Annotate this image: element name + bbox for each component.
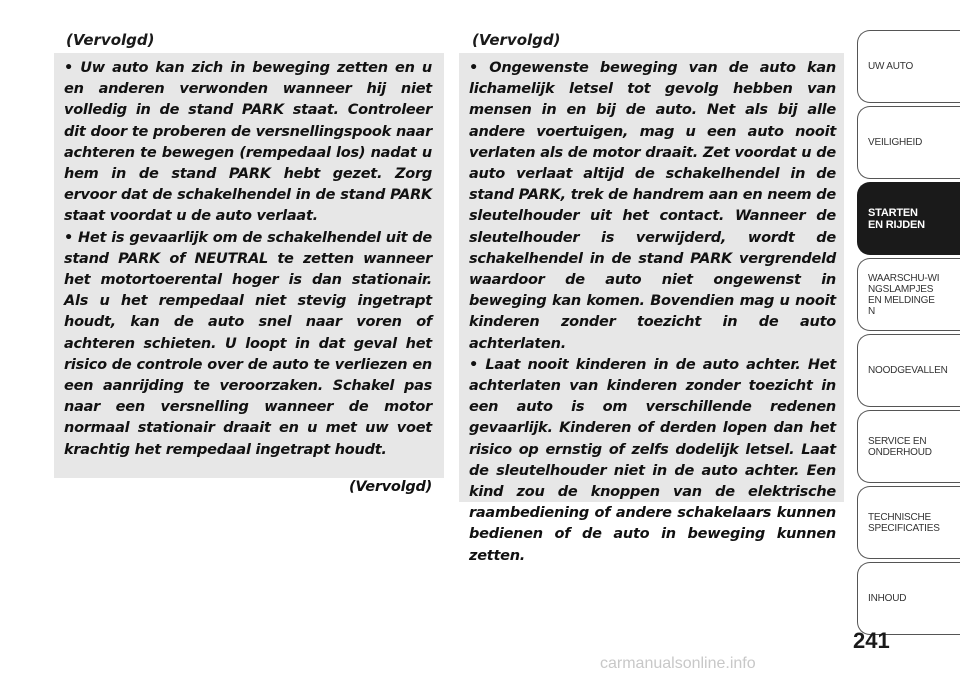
tab-label: NOODGEVALLEN xyxy=(868,365,948,376)
right-bullet-2: • Laat nooit kinderen in de auto achter. Het achterlaten van kinderen zonder toezicht in een auto is om verschillende redenen gevaarlijk. Kinderen of derden lopen dan het risico op ernstig of zelfs dodelijk letsel. Laat de sleutelhouder niet in de auto achter. Een kind zou de knoppen van de elektrische raambediening of andere schakelaars kunnen bedienen of de auto in beweging kunnen zetten. xyxy=(469,356,836,564)
tab-label: INHOUD xyxy=(868,593,907,604)
left-column-header: (Vervolgd) xyxy=(66,31,155,49)
tab-service-en-onderhoud[interactable] xyxy=(857,410,960,483)
page-number: 241 xyxy=(853,628,890,653)
right-column-header: (Vervolgd) xyxy=(472,31,561,49)
tab-starten-en-rijden[interactable] xyxy=(857,182,960,255)
right-warning-box xyxy=(459,53,844,564)
tab-noodgevallen[interactable] xyxy=(857,334,960,407)
left-bullet-2: • Het is gevaarlijk om de schakelhendel uit de stand PARK of NEUTRAL te zetten wanneer het motortoerental hoger is dan stationair. Als u het rempedaal niet stevig ingetrapt houdt, kan de auto snel naar voren of achteren schieten. U loopt in dat geval het risico de controle over de auto te verliezen en een aanrijding te veroorzaken. Schakel pas naar een versnelling wanneer de motor normaal stationair draait en u met uw voet krachtig het rempedaal ingetrapt houdt. xyxy=(64,229,432,458)
tab-uw-auto[interactable] xyxy=(857,30,960,103)
tab-label: VEILIGHEID xyxy=(868,137,923,148)
right-bullet-1: • Ongewenste beweging van de auto kan lichamelijk letsel tot gevolg hebben van mensen in en bij de auto. Net als bij alle andere voertuigen, mag u een auto nooit verlaten als de motor draait. Zet voordat u de auto verlaat altijd de schakelhendel in de stand PARK, trek de handrem aan en neem de sleutelhouder uit het contact. Wanneer de sleutelhouder is verwijderd, wordt de schakelhendel in de stand PARK vergrendeld waardoor de auto niet ongewenst in beweging kan komen. Bovendien mag u nooit kinderen zonder toezicht in de auto achterlaten. xyxy=(469,60,836,352)
tab-waarschuwingslampjes[interactable] xyxy=(857,258,960,331)
left-bullet-1: • Uw auto kan zich in beweging zetten en u en anderen verwonden wanneer hij niet volledig in de stand PARK staat. Controleer dit door te proberen de versnellingspook naar achteren te bewegen (rempedaal los) nadat u hem in de stand PARK hebt gezet. Zorg ervoor dat de schakelhendel in de stand PARK staat voordat u de auto verlaat. xyxy=(64,60,432,225)
tab-label: WAARSCHU-WINGSLAMPJES EN MELDINGEN xyxy=(868,272,940,317)
tab-label: UW AUTO xyxy=(868,61,914,72)
watermark: carmanualsonline.info xyxy=(600,655,756,672)
tab-veiligheid[interactable] xyxy=(857,106,960,179)
tab-inhoud[interactable] xyxy=(857,562,960,635)
tab-technische-specificaties[interactable] xyxy=(857,486,960,559)
left-column-footer: (Vervolgd) xyxy=(348,478,432,495)
tab-label: SERVICE EN ONDERHOUD xyxy=(868,435,932,458)
tab-label: STARTEN EN RIJDEN xyxy=(868,206,925,231)
tab-label: TECHNISCHE SPECIFICATIES xyxy=(868,511,940,534)
left-warning-box xyxy=(54,53,444,495)
